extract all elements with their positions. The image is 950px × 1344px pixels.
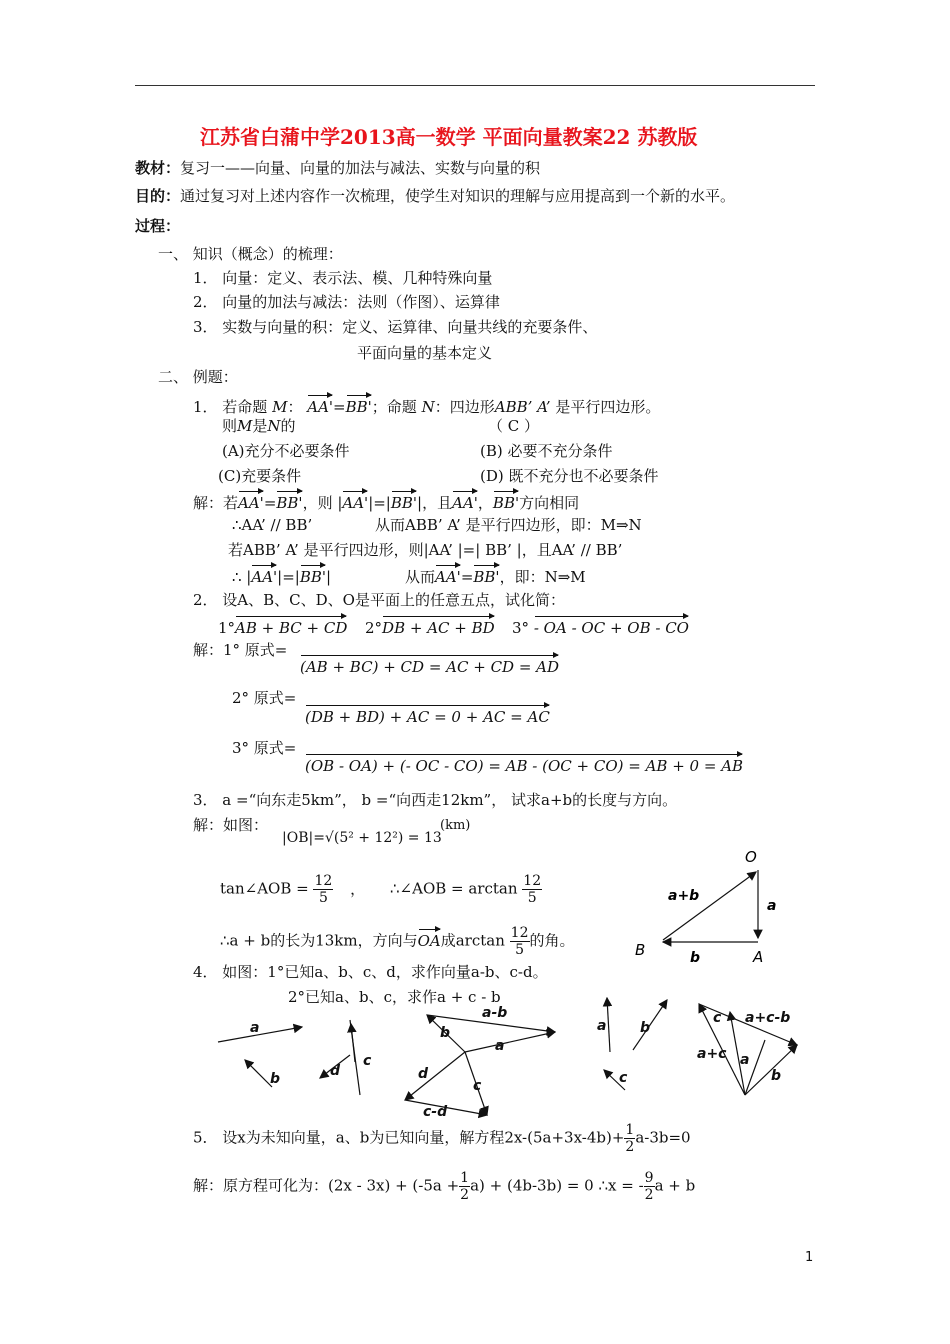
ex5-sol-num: 1 xyxy=(460,1170,470,1186)
sol4-a: ∴ | xyxy=(232,568,252,586)
ex2-part2 xyxy=(365,613,495,638)
vector-bb: BB' xyxy=(346,392,372,417)
ex1-eq: = xyxy=(333,398,346,416)
ex1-solution-2b: 从而ABB’ A’ 是平行四边形，即：M⇒N xyxy=(375,516,642,534)
ex2-sol3-label: 3° 原式= xyxy=(232,739,297,757)
ex4-question-1: 4． 如图：1°已知a、b、c、d，求作向量a-b、c-d。 xyxy=(193,963,548,981)
fig3-a xyxy=(607,998,610,1052)
ex1-solution-4 xyxy=(232,562,331,587)
fig4-label-c: c xyxy=(713,1010,722,1026)
goal-label: 目的： xyxy=(135,187,181,205)
ex2-question: 2． 设A、B、C、D、O是平面上的任意五点，试化简： xyxy=(193,591,565,609)
sol1-vec-bb-2: BB' xyxy=(391,488,417,513)
fig2-d xyxy=(405,1052,465,1100)
fig-vec-a xyxy=(218,1027,302,1042)
sol1-vec-aa-3: AA' xyxy=(452,488,478,513)
sol4-vec-aa-2: AA' xyxy=(435,562,461,587)
ex1-abba: ABB’ A’ xyxy=(494,398,551,416)
label-a-point: A xyxy=(753,948,764,966)
ex1-then-a: 则 xyxy=(222,417,238,435)
sol1-vec-bb: BB' xyxy=(276,488,302,513)
concl-fraction xyxy=(510,925,530,958)
ex5-solution xyxy=(193,1170,695,1203)
tan-num: 12 xyxy=(314,873,333,889)
ex5-sol-half xyxy=(459,1170,470,1203)
label-apb: a+b xyxy=(668,888,700,904)
fig2-label-cmd: c-d xyxy=(423,1104,448,1120)
ex1-then-m: M xyxy=(237,417,253,435)
ex2-sol2-label: 2° 原式= xyxy=(232,689,297,707)
ex1-colon: ： xyxy=(287,398,303,416)
arctan-den: 5 xyxy=(527,890,537,906)
page-title: 江苏省白蒲中学2013高一数学 平面向量教案22 苏教版 xyxy=(200,125,698,149)
ex1-q4: 是平行四边形。 xyxy=(555,398,661,416)
ex2-sol1-label: 解：1° 原式= xyxy=(193,641,288,659)
ex3-question: 3． a =“向东走5km”， b =“向西走12km”， 试求a+b的长度与方向。 xyxy=(193,791,678,809)
ex5-sol-end: a + b xyxy=(654,1176,696,1195)
ex2-part3 xyxy=(512,613,689,638)
ex5-sol-den2: 2 xyxy=(644,1187,654,1203)
fig-label-a: a xyxy=(250,1020,260,1036)
ex2-p3-label: 3° xyxy=(512,619,530,637)
ex5-q-half xyxy=(624,1122,635,1155)
concl-num: 12 xyxy=(510,925,529,941)
fig2-label-d: d xyxy=(418,1066,429,1082)
ex1-q1: 1． 若命题 xyxy=(193,398,268,416)
concl-b: 成arctan xyxy=(440,931,505,950)
ex3-conclusion xyxy=(220,925,575,958)
ex3-ob-magnitude: |OB|=√(5² + 12²) = 13 xyxy=(282,830,442,846)
sol4-b: |=| xyxy=(277,568,300,586)
ex5-q-a: 5． 设x为未知向量，a、b为已知向量，解方程2x-(5a+3x-4b)+ xyxy=(193,1128,625,1147)
ex1-q3: ：四边形 xyxy=(434,398,495,416)
tan-fraction xyxy=(313,873,333,906)
textbook-label: 教材： xyxy=(135,159,181,177)
ex1-solution-4b xyxy=(405,562,586,587)
fig3-label-b: b xyxy=(640,1020,651,1036)
goal-text: 通过复习对上述内容作一次梳理，使学生对知识的理解与应用提高到一个新的水平。 xyxy=(180,187,736,205)
ex2-p2-label: 2° xyxy=(365,619,383,637)
ex1-then-n: N xyxy=(267,417,281,435)
ex2-expr-3: - OA - OC + OB - CO xyxy=(534,613,689,638)
arctan-label: ∴∠AOB = arctan xyxy=(390,879,518,898)
section1-item-4: 平面向量的基本定义 xyxy=(357,344,493,362)
ex5-sol-mid: a) + (4b-3b) = 0 ∴x = - xyxy=(470,1176,644,1195)
ex1-solution-2: ∴AA’ // BB’ xyxy=(232,516,313,534)
ex1-answer: （ C ） xyxy=(488,417,540,435)
goal-line xyxy=(135,186,735,206)
page-number: 1 xyxy=(805,1250,814,1265)
ex1-then-b: 是 xyxy=(252,417,268,435)
concl-c: 的角。 xyxy=(529,931,575,950)
textbook-line xyxy=(135,158,540,178)
sol4-vec-bb-2: BB' xyxy=(473,562,499,587)
section1-item-1: 1． 向量：定义、表示法、模、几种特殊向量 xyxy=(193,269,493,287)
ex2-expr-1: AB + BC + CD xyxy=(235,613,347,638)
sol1-c: |=| xyxy=(368,494,391,512)
ex2-result-3: (OB - OA) + (- OC - CO) = AB - (OC + CO) = AB + 0 = AB xyxy=(305,751,743,776)
fig-vec-b xyxy=(245,1060,272,1087)
ex5-sol-num9: 9 xyxy=(644,1170,654,1186)
sol4-c: | xyxy=(326,568,332,586)
vector-aa: AA' xyxy=(307,392,333,417)
section1-heading: 一、 知识（概念）的梳理： xyxy=(158,245,343,263)
fig3-label-c: c xyxy=(619,1070,628,1086)
ex2-part1 xyxy=(218,613,347,638)
sol1-d: |，且 xyxy=(417,494,453,512)
ex5-sol-den: 2 xyxy=(460,1187,470,1203)
ex1-q2: ；命题 xyxy=(371,398,417,416)
fig2-label-c: c xyxy=(473,1078,482,1094)
ex3-arctan xyxy=(390,873,542,906)
fig2-label-a: a xyxy=(495,1038,505,1054)
fig-vec-c-top xyxy=(351,1024,355,1062)
ex1-then-c: 的 xyxy=(280,417,296,435)
fig2-label-amb: a-b xyxy=(482,1005,508,1021)
sol1-f: 方向相同 xyxy=(519,494,580,512)
section1-item-2: 2． 向量的加法与减法：法则（作图）、运算律 xyxy=(193,293,500,311)
ex5-sol-ninehalf xyxy=(644,1170,655,1203)
ex3-tan xyxy=(220,873,365,906)
ex5-q-end: a-3b=0 xyxy=(635,1128,691,1147)
fig-label-d: d xyxy=(330,1063,341,1079)
ex2-result-2: (DB + BD) + AC = 0 + AC = AC xyxy=(305,702,550,727)
ex1-solution-1 xyxy=(193,488,579,513)
arctan-fraction xyxy=(522,873,542,906)
sol4-d: 从而 xyxy=(405,568,436,586)
concl-a: ∴a + b的长为13km，方向与 xyxy=(220,931,418,950)
tan-den: 5 xyxy=(318,890,328,906)
ex2-expr-2: DB + AC + BD xyxy=(382,613,495,638)
fig4-label-b: b xyxy=(771,1068,782,1084)
ex3-sol-label: 解：如图： xyxy=(193,816,269,834)
process-label: 过程： xyxy=(135,217,181,235)
ex1-then xyxy=(222,416,296,436)
fig2-label-b: b xyxy=(440,1025,451,1041)
textbook-text: 复习一——向量、向量的加法与减法、实数与向量的积 xyxy=(180,159,541,177)
ex5-q-num: 1 xyxy=(625,1122,635,1138)
sol1-b: ，则 | xyxy=(302,494,343,512)
sol1-a: 解：若 xyxy=(193,494,239,512)
top-rule xyxy=(135,85,815,86)
vectors-figure xyxy=(205,990,815,1125)
ex2-sol3-expr xyxy=(305,751,743,776)
sol1-e: ， xyxy=(477,494,493,512)
ex5-sol-a: 解：原方程可化为：(2x - 3x) + (-5a + xyxy=(193,1176,460,1195)
arctan-num: 12 xyxy=(523,873,542,889)
sol4-eq: = xyxy=(460,568,474,586)
concl-vec-oa: OA xyxy=(418,926,441,951)
concl-den: 5 xyxy=(515,942,525,958)
tan-label: tan∠AOB = xyxy=(220,879,309,898)
sol4-vec-bb: BB' xyxy=(300,562,326,587)
label-b: b xyxy=(690,950,701,966)
fig-label-c: c xyxy=(363,1053,372,1069)
section1-item-3: 3． 实数与向量的积：定义、运算律、向量共线的充要条件、 xyxy=(193,318,598,336)
fig2-a xyxy=(465,1032,555,1052)
option-c: (C)充要条件 xyxy=(218,467,302,485)
option-a: (A)充分不必要条件 xyxy=(222,442,350,460)
triangle-figure xyxy=(625,840,795,970)
sol4-vec-aa: AA' xyxy=(251,562,277,587)
ex5-q-den: 2 xyxy=(625,1139,635,1155)
fig4-label-apcmb: a+c-b xyxy=(745,1010,791,1026)
sol1-vec-aa-2: AA' xyxy=(342,488,368,513)
option-d: (D) 既不充分也不必要条件 xyxy=(480,467,659,485)
label-o: O xyxy=(745,848,757,866)
tan-comma: ， xyxy=(350,879,366,898)
ex1-m: M xyxy=(272,398,288,416)
ex1-n: N xyxy=(421,398,435,416)
fig4-label-apc: a+c xyxy=(697,1046,727,1062)
sol1-eq: = xyxy=(263,494,277,512)
section2-heading: 二、 例题： xyxy=(158,368,238,386)
ex2-result-1: (AB + BC) + CD = AC + CD = AD xyxy=(300,652,559,677)
label-a: a xyxy=(767,898,777,914)
ex2-p1-label: 1° xyxy=(218,619,236,637)
sol4-e: ，即：N⇒M xyxy=(499,568,586,586)
ex1-question xyxy=(193,392,660,417)
fig3-label-a: a xyxy=(597,1018,607,1034)
label-b-point: B xyxy=(635,941,646,959)
ex1-solution-3: 若ABB’ A’ 是平行四边形，则|AA’ |=| BB’ |，且AA’ // BB’ xyxy=(228,541,623,559)
fig-label-b: b xyxy=(270,1071,281,1087)
vector-apb-line xyxy=(663,872,756,940)
sol1-vec-aa: AA' xyxy=(238,488,264,513)
option-b: (B) 必要不充分条件 xyxy=(480,442,613,460)
sol1-vec-bb-3: BB' xyxy=(493,488,519,513)
fig4-label-a: a xyxy=(740,1052,750,1068)
ex4-question-2: 2°已知a、b、c，求作a + c - b xyxy=(288,988,501,1006)
ex2-sol2-expr xyxy=(305,702,550,727)
ex3-km: (km) xyxy=(440,818,471,833)
ex5-question xyxy=(193,1122,691,1155)
ex2-sol1-expr xyxy=(300,652,559,677)
